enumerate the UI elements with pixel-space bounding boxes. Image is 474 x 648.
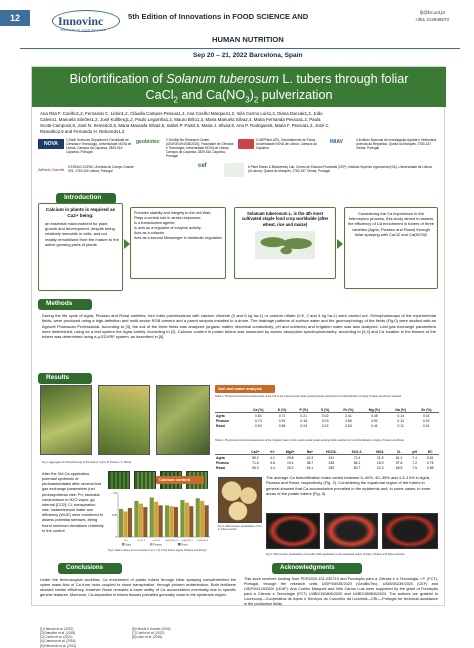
table-cell: 85.2 (252, 455, 259, 460)
table-cell: 18.9 (376, 460, 384, 465)
chart-bar (139, 504, 143, 537)
authors (40, 111, 440, 135)
chart-bar (174, 507, 178, 537)
chart-category-label: Ca(NO3)2 2 (181, 540, 193, 542)
poster (31, 66, 445, 648)
table-cell: 72.4 (353, 455, 361, 460)
table-cell: 0.84 (254, 413, 262, 418)
table-cell: 80.7 (353, 465, 361, 470)
table-cell: 66.1 (353, 460, 361, 465)
innovinc-logo (52, 8, 127, 38)
chart-category-label: CaCl2 3 (137, 540, 145, 542)
table-cell: 0.21 (300, 413, 308, 418)
table-header-cell: NO3- (370, 449, 390, 455)
methods-text: During the life cycle of Agria, Picasso and Rossi varieties, four foliar pulverizations with calcium chloride (3 and 6 kg ha-1) or calcium nitrate (0.5, 2 and 4 kg ha-1) were carried out. Orthophotomaps of the experimental fields, were produced using a high-definition and multi-sector RGB camera and a parrot sequoia installed in a drone. The drainage patterns of surface water and the geomorphology of the fields (Fig.0) were studied with an Agrisoft Photoscan Professional. According to [3], the soil of the three fields was analyzed (organic matter, electrical conductivity, pH and nutrients) and irrigation water was also analyzed. Leaf gas exchange parameters were determined, using as a test system the Agria variety. According to [2]. Calcium content in potato tubers was measured by atomic absorption spectrophotometry, according to [3,4] and Ca location in the tissues of the tubers was determined using a µ-EDXRF system, as described in [5]. (42, 313, 436, 340)
legend-swatch (122, 543, 125, 546)
reference-8: [8] Lidon et al. (2018) (132, 635, 163, 640)
legend-label: Picasso (153, 543, 162, 547)
chart-bar (200, 501, 204, 537)
table-cell: 0.41 (371, 423, 378, 428)
chart-bar (189, 506, 193, 537)
table-2 (215, 449, 439, 470)
chart-category-label: Ctrl (123, 540, 128, 542)
chart-tick-label: 0.25 (111, 514, 117, 517)
table-cell: 3.8 (270, 460, 275, 465)
chart-bar (185, 503, 189, 537)
table-cell: 0.76 (426, 460, 434, 465)
calcium-text: The average Ca biofortification index varied between 5–40%, 40–35% and 4.3–13% in Agria, Picasso and Rossi, respectively (Fig. 2). Considering the equatorial region of the tubers in general showed that Ca accumulation prevailed in the epidermis and, in some cases, in inner areas of the potato tubers (Fig. 3) (266, 475, 431, 496)
table-cell: 0.01 (422, 423, 430, 428)
poster-title (32, 71, 446, 109)
chart-bar (134, 501, 138, 537)
orthophoto-a (40, 385, 92, 455)
table1-title: Table 1. Physical and chemical parameters of the soil of the experimental potato-growing fields selected for Ca biofortification of Agria, Picasso and Rossi varieties. (215, 395, 402, 398)
table-cell: 28.2 (286, 465, 294, 470)
soil-water-banner: Soil and water analysis (215, 385, 275, 393)
title-line2b: and Ca(NO (177, 88, 246, 102)
intro-box-2 (130, 207, 226, 279)
table-cell: 0.02 (321, 413, 329, 418)
table-cell: 0.48 (371, 413, 378, 418)
page-number: 12 (0, 10, 30, 26)
legend-swatch (178, 543, 181, 546)
reference-7: [7] Coelho et al. (2022) (132, 631, 165, 636)
table-cell: 0.94 (254, 423, 262, 428)
orthophotomaps (40, 385, 210, 459)
table-cell: Agria (216, 413, 225, 418)
chart-bar (205, 505, 209, 537)
intro-box-1 (38, 203, 123, 291)
section-conclusions: Conclusions (58, 563, 122, 574)
title-sub3: 2 (253, 95, 259, 105)
chart-bar (119, 509, 123, 537)
table-cell: 259 (328, 465, 335, 470)
table-header-cell: SO4 2- (344, 449, 370, 455)
intro-box2-item-4: Is acts as a regulator of enzyme activity; (134, 225, 202, 230)
conference-title-1: 5th Edition of Innovations in FOOD SCIENCE AND (128, 12, 309, 21)
table-cell: 7.2 (412, 460, 418, 465)
table-cell: 0.03 (321, 418, 329, 423)
xrf-images (266, 513, 438, 551)
conference-title-2: HUMAN NUTRITION (212, 35, 284, 44)
table-header-cell: Zn (%) (414, 407, 439, 413)
fig1-caption: Fig.1. Aggregate of orthophotomap of the field (A: Agria; B: Picasso; C: Rossi) (42, 461, 132, 464)
chart-tick-label: 0 (115, 536, 117, 539)
table-header-cell: Mg (%) (361, 407, 388, 413)
affiliations-block (38, 137, 440, 193)
references-col-2 (132, 627, 232, 639)
logo-iniav: INIAV (330, 139, 343, 145)
acknowledgments-text: This work received funding from PDR2020-101-030719 and Fundação para a Ciência e a Tecnologia, I.P. (FCT), Portugal, through the research units UIDP/04035/2020 (GeoBioTec), UIDB/00239/2020 (CEF) and UIDP/04129/2020 (LEAF). Ana Coelho Marques and Inês Carmo Luís were supported by the grant of Fundação para a Ciência e Tecnologia (FCT) UI/BD/150806/2020 and UI/BD/150806/2020. The authors are grateful to Lourecoop—Cooperativa de Apoio e Serviços do Concelho da Lourinhã—CRL—Portugal for technical assistance in the production fields. (244, 577, 438, 606)
table-header-cell: Na (%) (388, 407, 414, 413)
legend-label: Agria (125, 543, 132, 547)
title-line2c: ) (249, 88, 254, 102)
table-1 (215, 407, 439, 428)
table-cell: 0.24 (300, 423, 308, 428)
table-cell: 0.02 (422, 418, 430, 423)
reference-6: [6] Hirschi & Kramer (2004) (132, 627, 171, 631)
table-row (215, 423, 439, 428)
intro-box-4 (344, 207, 438, 289)
section-introduction: Introduction (56, 193, 116, 204)
title-sub2: 3 (245, 95, 250, 105)
table-cell: 0.84 (278, 423, 286, 428)
table-cell: 228 (328, 460, 335, 465)
table-header-cell: K+ (266, 449, 280, 455)
table-cell: 2.41 (345, 413, 352, 418)
table-cell: 0.11 (397, 423, 404, 428)
world-map (255, 231, 315, 259)
table-cell: 0.14 (397, 413, 405, 418)
references-col-1 (40, 627, 130, 648)
table-cell: Rossi (216, 465, 226, 470)
fig2-caption: Fig.2. Mean values of Ca contents 1-4 (n = 4) in the tubers (Agria, Picasso and Rossi) (108, 549, 207, 552)
xrf-image-2 (324, 513, 378, 549)
affiliation-5: 5 ESEAG-COFAC, Avenida do Campo Grande 376, 1749-024 Lisboa, Portugal (68, 165, 134, 173)
authors-line2: Caleiro1, Manuela Simões1,2, José Kullberg1,2, Paulo Legoinha1,2, Mauro Brito1,3, Maria Manuela Silva2,4, Maria Fernanda Pessoa1,2, Paula (40, 116, 321, 122)
header-line (20, 48, 460, 49)
logo-cef: cef (198, 163, 207, 169)
logo-tagline: INNOVATE TO YOUR SUCCESS (60, 29, 106, 32)
table-header-cell: EC (421, 449, 439, 455)
table-header-cell: S (%) (314, 407, 336, 413)
logo-geobiotec: geobiotec (136, 139, 160, 145)
affiliation-1: 1 Earth Sciences Department, Faculdade de Ciências e Tecnologia, Universidade NOVA de Lisboa, Campus da Caparica, 2829-516 Caparica, Portugal (66, 138, 132, 154)
intro-box1-item: an essential macronutrient for plant growth and development, despite being relatively immobile in cells, and not readily remobilized from the mature to the active growing parts of plants (45, 221, 119, 247)
chart-bar (159, 505, 163, 537)
table-cell: 0.02 (321, 423, 329, 428)
table-cell: 7.4 (412, 455, 418, 460)
table-header-cell: Ca2+ (245, 449, 266, 455)
chart-category-label: CaCl2 6 (152, 540, 161, 542)
chart-category-label: Ca(NO3)2 0.5 (164, 540, 179, 542)
table2-body (215, 455, 439, 471)
intro-box2-item-5: Acts as a cofactor (134, 230, 165, 235)
table-cell: Agria (216, 455, 225, 460)
logo-gasp: Alfredo Garrett (38, 167, 65, 172)
title-line2d: pulverization (258, 88, 333, 102)
table-cell: 2.63 (345, 423, 352, 428)
table-cell: 0.12 (397, 418, 405, 423)
table-cell: 0.71 (278, 413, 286, 418)
logo-isa (224, 163, 244, 177)
table-cell: 0.91 (278, 418, 286, 423)
affiliation-3: 3 LBPPlant-URL, Departamento de Física, Universidade NOVA de Lisboa, Campus da Caparica (256, 138, 317, 150)
affiliation-6: 6 Plant Stress & Biodiversity Lab, Centro de Estudos Florestais (CEF), Instituto Superior Agronomia (ISA), Universidade de Lisboa (ULisboa), Quinta do Marquês, 2780-157 Oeiras, Portugal (248, 165, 432, 173)
intro-box-3 (234, 207, 336, 279)
table-header-cell: Ca (%) (245, 407, 271, 413)
xrf-image-3 (382, 513, 438, 549)
intro-box2-item-1: Provides stability and integrity to the cell Wall; (134, 211, 211, 215)
table-cell: 25.8 (286, 455, 294, 460)
chart-bar (180, 500, 184, 537)
table-cell: 71.6 (252, 460, 259, 465)
contact-email: fjl@fct.unl.pt (420, 10, 445, 15)
chart-bar (123, 511, 127, 537)
table-cell: Picasso (216, 418, 229, 423)
title-line2a: CaCl (145, 88, 174, 102)
chart-bar (143, 507, 147, 537)
authors-line1: Ana Rita F. Coelho1,2, Fernando C. Lidon1,2, Cláudia Campos Pessoa1,2, Ana Coelho Marques1,2, Inês Carmo Luís1,2, Diana Daccak1,2, João (40, 111, 323, 116)
xrf-image-1 (266, 513, 320, 549)
table-header-cell: Cl- (390, 449, 407, 455)
table-cell: 0.88 (426, 465, 434, 470)
reference-1: [1] Hannah et al. (2022) (40, 627, 74, 631)
table-cell: 38.7 (306, 460, 314, 465)
legend-label: Rossi (181, 543, 188, 547)
table-header-cell: K (%) (271, 407, 293, 413)
authors-line3: Scotti-Campos2,5, José N. Semedo2,5, Maria Manuela Silva2,5, Isabel P. Pais2,5, Maria J. Silva2,6, Ana P. Rodrigues6, Maria F. Pessoa1,2, José C. (40, 122, 330, 128)
table-cell: 24.3 (376, 465, 384, 470)
reference-4: [4] Cameron et al. (2018) (40, 639, 76, 644)
chart-tick-label: 0.5 (113, 492, 117, 495)
section-methods: Methods (38, 299, 92, 310)
reference-2: [2] Ramalho et al. (2018) (40, 631, 76, 636)
section-results: Results (38, 373, 92, 384)
table-header-cell: Na+ (301, 449, 318, 455)
intro-box3-text: Solanum tuberosum L. is the 4th most cultivated staple food crop worldwide (after wheat, rice and maize) (241, 211, 329, 227)
table-cell: Picasso (216, 460, 229, 465)
logo-lab (238, 139, 254, 149)
table-cell: 96.3 (252, 465, 259, 470)
table-header-cell: Fe (%) (336, 407, 361, 413)
table-cell: 57.8 (395, 460, 403, 465)
title-italic: Solanum tuberosum (166, 72, 279, 86)
table-cell: 4.4 (270, 465, 275, 470)
fig4-caption: Fig.4. Macroscopic visualization of Ca after foliar application in the equatorial region of Agria, Picasso and Rossi varieties (266, 553, 405, 556)
calcium-banner: Calcium content (156, 476, 204, 484)
table-cell: 19.4 (286, 460, 294, 465)
chart-bar (154, 502, 158, 537)
table-header-cell: pH (408, 449, 422, 455)
intro-box2-item-6: Acts as a second Messenger in metabolic regulation (134, 235, 222, 240)
table-cell: Rossi (216, 423, 226, 428)
table-cell: 241 (328, 455, 335, 460)
affiliation-4: 4 Instituto Nacional de Investigação Agrária e Veterinária, Avenida da República, Quinta do Marquês, 2780-157 Oeiras, Portugal (356, 138, 437, 150)
table-cell: 4.1 (270, 455, 275, 460)
orthophoto-c (156, 385, 210, 455)
table-cell: 7.5 (412, 465, 418, 470)
arrow-2 (337, 239, 343, 249)
intro-box2-item-2: Plays a central role in stress responses; (134, 215, 202, 220)
logo-wordmark: Innovinc (58, 14, 104, 28)
orthophoto-b (98, 385, 150, 455)
legend-swatch (150, 543, 153, 546)
title-part2: L. tubers through foliar (278, 72, 409, 86)
table-cell: 0.52 (371, 418, 378, 423)
intro-box2-item-3: Is a transduction agente; (134, 220, 176, 225)
tubers-photo (218, 477, 262, 523)
conclusions-text: Under the technological workflow, Ca enrichment of potato tubers through foliar spraying complemented the xylem mass flow of Ca from roots coupled to shoot transpiration, through phloem redistribution. Both fertilizers showed similar efficiency, however Rossi revealed a lower ability of Ca accumulation eventually due to specific genetic features. Moreover, Ca deposition in tubers tissues prevailed generally close to the epidermis region. (40, 577, 236, 598)
table-header-cell: Mg2+ (279, 449, 301, 455)
table-cell: 21.5 (376, 455, 384, 460)
affiliation-2: 2 GeoBioTec Research Center (UID/GEO/04035/2020), Faculdade de Ciências e Tecnologia, Universidade NOVA de Lisboa, Campus da Caparica, 2829-516 Caparica, Portugal (166, 138, 234, 158)
chart-category-label: Ca(NO3)2 4 (196, 540, 209, 542)
logo-nova: NOVA (38, 139, 64, 149)
intro-box4-text: Considering the Ca importance in the Intercepton process, this study aimed to assess the efficiency of Ca enrichment in tubers of three varieties (Agria, Picasso and Rossi) through foliar spraying with CaCl2 and Ca(NO3)2 (348, 211, 434, 237)
table-header-cell: P (%) (293, 407, 314, 413)
table-cell: 0.81 (426, 455, 434, 460)
table-cell: 0.01 (422, 413, 430, 418)
table-cell: 45.1 (306, 465, 314, 470)
intro-box1-title: Calcium in plants is required as Ca2+ being: (45, 207, 116, 218)
reference-3: [3] Coelho et al. (2021) (40, 635, 73, 640)
table-cell: 42.3 (306, 455, 314, 460)
authors-line4: Ramalho2,6 and Fernando H. Reboredo1,2 (40, 128, 125, 134)
chart-bar (165, 505, 169, 537)
title-sub1: 2 (173, 95, 178, 105)
table-cell: 0.18 (300, 418, 308, 423)
table-cell: 61.2 (395, 455, 403, 460)
calcium-chart (108, 489, 212, 547)
gas-exchange-text: After the 3rd Ca application, potential synthesis of photoassimilates after several leaf gas exchange parameters (net photosynthesis rate: Pn; stomatal conductance to H2O vapor, gs; internal [CO2]: Ci; transpiration rate; instantaneous water use efficiency (WUE) were monitored to assess potential stresses, being found minimum deviations relatively to the control. (42, 471, 104, 533)
table-cell: 2.85 (345, 418, 352, 423)
section-acknowledgments: Acknowledgments (272, 563, 362, 574)
reference-5: [5] Reboredo et al. (2021) (40, 643, 77, 648)
chart-bar (128, 508, 132, 537)
table1-body (215, 413, 439, 429)
fig3-caption: Fig.3. Macroscopic visualization of Ca in tubers section (218, 525, 262, 532)
title-part1: Biofortification of (69, 72, 167, 86)
table-cell: 66.5 (395, 465, 403, 470)
chart-bar (169, 506, 173, 537)
table2-title: Table 2. Physical and chemical parameters of the irrigation water of the experimental potato-growing fields selected for Ca biofortification of Agria, Picasso and Rossi. (215, 439, 405, 442)
chart-bar (150, 497, 154, 537)
table-header-cell: HCO3- (319, 449, 344, 455)
contact-phone: +351 212948573 (415, 17, 449, 22)
table-cell: 0.73 (254, 418, 262, 423)
chart-bar (196, 498, 200, 537)
table-row (215, 465, 439, 470)
conference-date: Sep 20 – 21, 2022 Barcelona, Spain (193, 52, 303, 59)
